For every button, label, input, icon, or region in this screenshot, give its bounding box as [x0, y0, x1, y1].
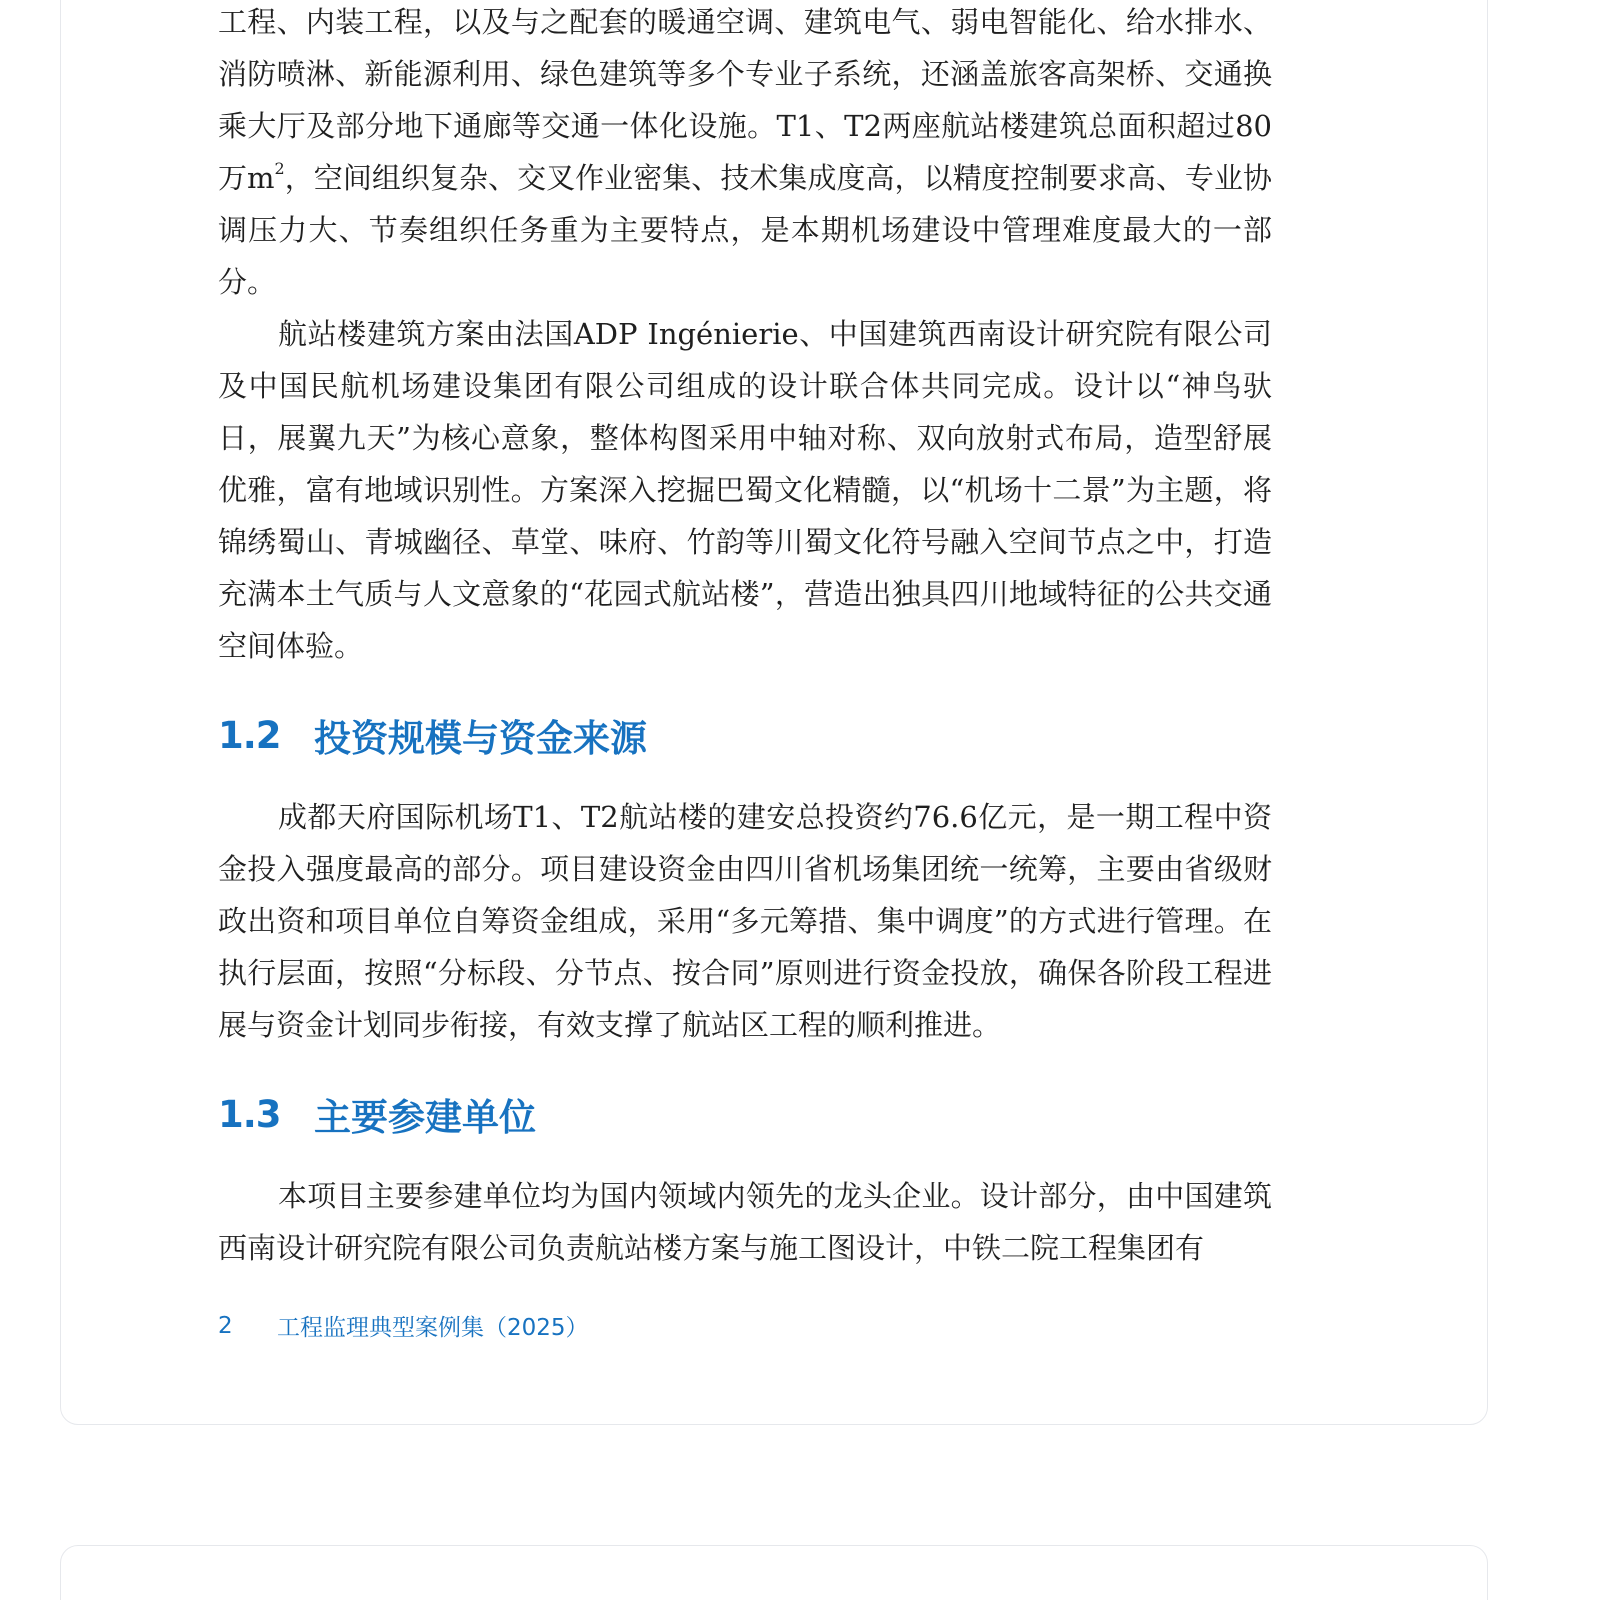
body-paragraph [218, 0, 1272, 308]
section-heading [218, 705, 1272, 765]
section-title: 主要参建单位 [314, 1096, 536, 1139]
body-paragraph: 航站楼建筑方案由法国ADP Ingénierie、中国建筑西南设计研究院有限公司及中国民航机场建设集团有限公司组成的设计联合体共同完成。设计以“神鸟驮日，展翼九天”为核心意象，整体构图采用中轴对称、双向放射式布局，造型舒展优雅，富有地域识别性。方案深入挖掘巴蜀文化精髓，以“机场十二景”为主题，将锦绣蜀山、青城幽径、草堂、味府、竹韵等川蜀文化符号融入空间节点之中，打造充满本土气质与人文意象的“花园式航站楼”，营造出独具四川地域特征的公共交通空间体验。 [218, 317, 1272, 663]
running-title: 工程监理典型案例集（2025） [277, 1315, 589, 1341]
body-paragraph: 本项目主要参建单位均为国内领域内领先的龙头企业。设计部分，由中国建筑西南设计研究院有限公司负责航站楼方案与施工图设计，中铁二院工程集团有 [218, 1179, 1272, 1265]
body-paragraph: 成都天府国际机场T1、T2航站楼的建安总投资约76.6亿元，是一期工程中资金投入强度最高的部分。项目建设资金由四川省机场集团统一统筹，主要由省级财政出资和项目单位自筹资金组成，采用“多元筹措、集中调度”的方式进行管理。在执行层面，按照“分标段、分节点、按合同”原则进行资金投放，确保各阶段工程进展与资金计划同步衔接，有效支撑了航站区工程的顺利推进。 [218, 800, 1272, 1042]
page-number: 2 [218, 1312, 233, 1339]
section-heading [218, 1084, 1272, 1144]
section-number: 1.2 [218, 713, 281, 757]
paragraph-text: ，空间组织复杂、交叉作业密集、技术集成度高，以精度控制要求高、专业协调压力大、节奏组织任务重为主要特点，是本期机场建设中管理难度最大的一部分。 [218, 161, 1272, 299]
page-content [218, 0, 1272, 1274]
section-title: 投资规模与资金来源 [314, 717, 647, 760]
superscript: 2 [274, 159, 285, 178]
paragraph-text: 工程、内装工程，以及与之配套的暖通空调、建筑电气、弱电智能化、给水排水、消防喷淋、新能源利用、绿色建筑等多个专业子系统，还涵盖旅客高架桥、交通换乘大厅及部分地下通廊等交通一体化设施。T1、T2两座航站楼建筑总面积超过80万m [218, 5, 1272, 195]
section-number: 1.3 [218, 1092, 281, 1136]
next-page [60, 1545, 1488, 1600]
document-page [60, 0, 1488, 1425]
page-footer [218, 1309, 589, 1342]
